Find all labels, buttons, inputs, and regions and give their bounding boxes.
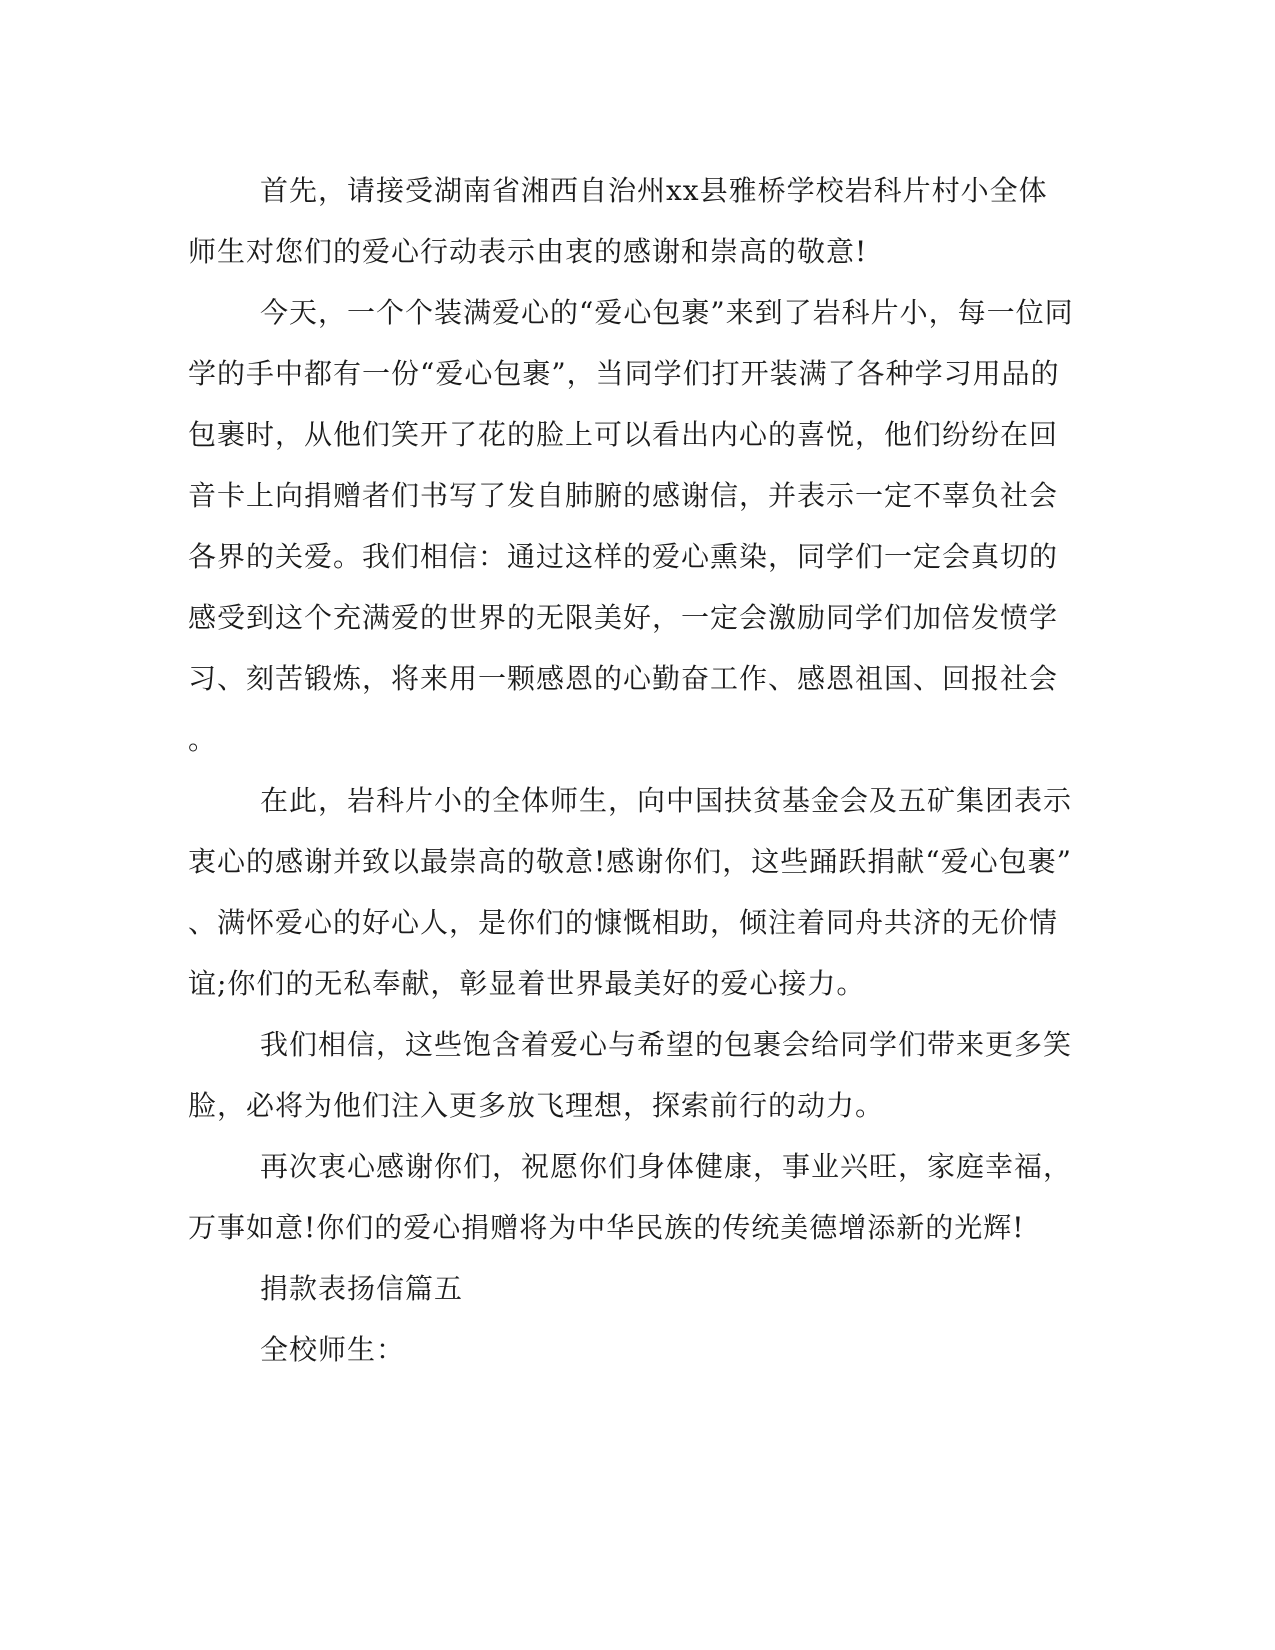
paragraph-line: 各界的关爱。我们相信：通过这样的爱心熏染，同学们一定会真切的	[188, 540, 1059, 573]
paragraph-line: 我们相信，这些饱含着爱心与希望的包裹会给同学们带来更多笑	[260, 1028, 1073, 1061]
paragraph-line: 。	[188, 723, 218, 756]
document-body	[188, 160, 1074, 1380]
paragraph-line: 首先，请接受湖南省湘西自治州xx县雅桥学校岩科片村小全体	[260, 174, 1048, 207]
paragraph-line: 学的手中都有一份“爱心包裹”，当同学们打开装满了各种学习用品的	[188, 357, 1060, 390]
paragraph-line: 师生对您们的爱心行动表示由衷的感谢和崇高的敬意!	[188, 235, 868, 268]
paragraph-line: 感受到这个充满爱的世界的无限美好，一定会激励同学们加倍发愤学	[188, 601, 1059, 634]
paragraph-line: 习、刻苦锻炼，将来用一颗感恩的心勤奋工作、感恩祖国、回报社会	[188, 662, 1059, 695]
paragraph-line: 再次衷心感谢你们，祝愿你们身体健康，事业兴旺，家庭幸福，	[260, 1150, 1073, 1183]
section-heading: 捐款表扬信篇五	[260, 1272, 464, 1305]
paragraph-line: 、满怀爱心的好心人，是你们的慷慨相助，倾注着同舟共济的无价情	[188, 906, 1059, 939]
paragraph-line: 谊;你们的无私奉献，彰显着世界最美好的爱心接力。	[188, 967, 866, 1000]
paragraph-line: 衷心的感谢并致以最崇高的敬意!感谢你们，这些踊跃捐献“爱心包裹”	[188, 845, 1072, 878]
salutation: 全校师生：	[260, 1333, 406, 1366]
paragraph-line: 包裹时，从他们笑开了花的脸上可以看出内心的喜悦，他们纷纷在回	[188, 418, 1059, 451]
paragraph-line: 在此，岩科片小的全体师生，向中国扶贫基金会及五矿集团表示	[260, 784, 1073, 817]
paragraph-line: 音卡上向捐赠者们书写了发自肺腑的感谢信，并表示一定不辜负社会	[188, 479, 1059, 512]
paragraph-line: 脸，必将为他们注入更多放飞理想，探索前行的动力。	[188, 1089, 885, 1122]
paragraph-line: 今天，一个个装满爱心的“爱心包裹”来到了岩科片小，每一位同	[260, 296, 1074, 329]
paragraph-line: 万事如意!你们的爱心捐赠将为中华民族的传统美德增添新的光辉!	[188, 1211, 1025, 1244]
